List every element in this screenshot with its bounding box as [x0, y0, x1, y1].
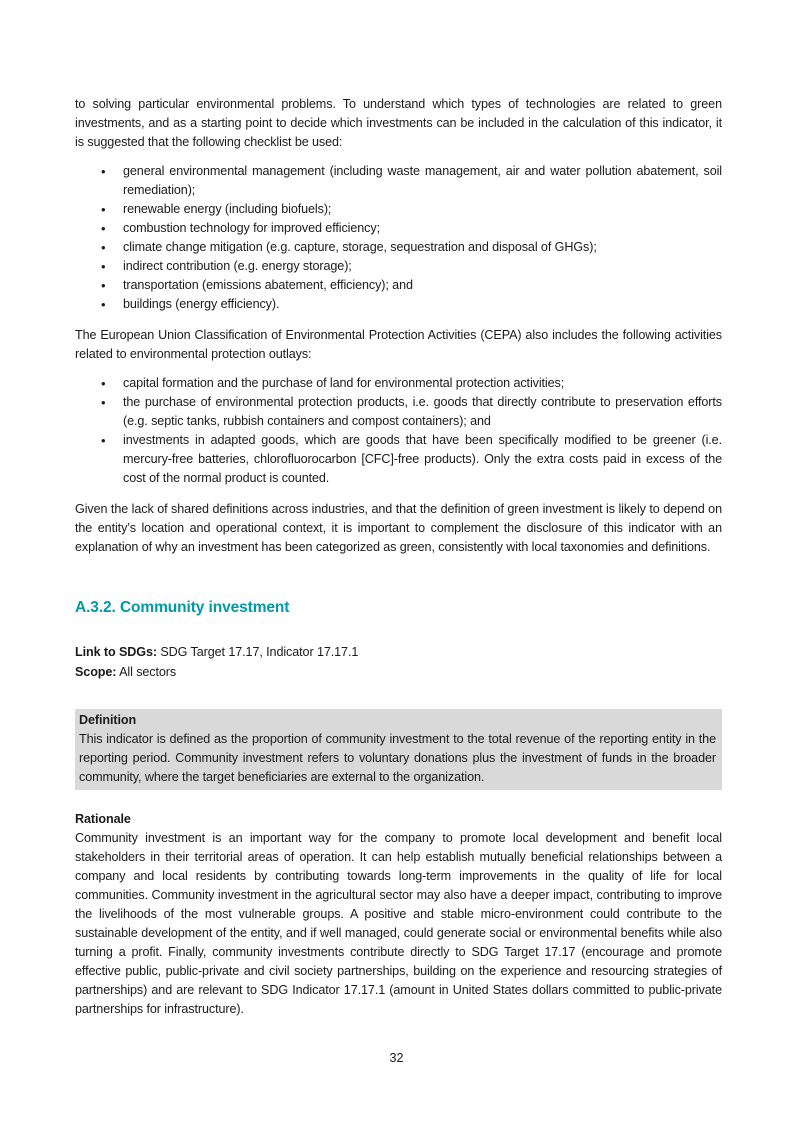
- page-content: [75, 95, 722, 1029]
- bullet-item: • indirect contribution (e.g. energy storage);: [75, 257, 722, 276]
- page-number: 32: [389, 1051, 404, 1065]
- bullet-item: • the purchase of environmental protection products, i.e. goods that directly contribute to preservation efforts (e.g. septic tanks, rubbish containers and compost containers); and: [75, 393, 722, 431]
- bullet-item: • renewable energy (including biofuels);: [75, 200, 722, 219]
- cepa-bullet-list: [75, 374, 722, 488]
- bullet-item: • combustion technology for improved efficiency;: [75, 219, 722, 238]
- definitions-note-paragraph: Given the lack of shared definitions across industries, and that the definition of green investment is likely to depend on the entity’s location and operational context, it is important to complement the disclosure of this indicator with an explanation of why an investment has been categorized as green, consistently with local taxonomies and definitions.: [75, 502, 722, 554]
- link-to-sdgs-line: [75, 642, 722, 662]
- scope-line: [75, 662, 722, 682]
- bullet-item: • capital formation and the purchase of land for environmental protection activities;: [75, 374, 722, 393]
- bullet-item: • investments in adapted goods, which are goods that have been specifically modified to be greener (i.e. mercury-free batteries, chlorofluorocarbon [CFC]-free products). Only the extra costs paid in excess of the cost of the normal product is counted.: [75, 431, 722, 488]
- bullet-item: • climate change mitigation (e.g. capture, storage, sequestration and disposal of GHGs);: [75, 238, 722, 257]
- intro-paragraph: to solving particular environmental problems. To understand which types of technologies are related to green investments, and as a starting point to decide which investments can be included in the calculation of this indicator, it is suggested that the following checklist be used:: [75, 97, 722, 149]
- link-to-sdgs-value: SDG Target 17.17, Indicator 17.17.1: [156, 645, 359, 659]
- definition-text: This indicator is defined as the proportion of community investment to the total revenue of the reporting entity in the reporting period. Community investment refers to voluntary donations plus the investment of funds in the broader community, where the target beneficiaries are external to the organization.: [79, 732, 716, 784]
- rationale-paragraph: Community investment is an important way for the company to promote local development and benefit local stakeholders in their territorial areas of operation. It can help establish mutually beneficial relationships between a company and local residents by contributing towards long-term improvements in the quality of life for local communities. Community investment in the agricultural sector may also have a deeper impact, contributing to improve the livelihoods of the most vulnerable groups. A positive and stable micro-environment could contribute to the sustainable development of the entity, and if well managed, could generate social or environmental benefits while also turning a profit. Finally, community investments contribute directly to SDG Target 17.17 (encourage and promote effective public, public-private and civil society partnerships, building on the experience and resourcing strategies of partnerships) and are relevant to SDG Indicator 17.17.1 (amount in United States dollars committed to public-private partnerships for infrastructure).: [75, 831, 722, 1016]
- definition-box: [75, 709, 722, 790]
- link-to-sdgs-label: Link to SDGs:: [75, 645, 157, 659]
- section-heading: A.3.2. Community investment: [75, 599, 290, 616]
- scope-value: All sectors: [116, 665, 177, 679]
- sdg-meta-block: [75, 642, 722, 682]
- scope-label: Scope:: [75, 665, 117, 679]
- definition-label: Definition: [79, 713, 137, 727]
- cepa-paragraph: The European Union Classification of Environmental Protection Activities (CEPA) also includes the following activities related to environmental protection outlays:: [75, 328, 722, 361]
- bullet-item: • general environmental management (including waste management, air and water pollution abatement, soil remediation);: [75, 162, 722, 200]
- checklist-bullet-list: [75, 162, 722, 314]
- bullet-item: • transportation (emissions abatement, efficiency); and: [75, 276, 722, 295]
- bullet-item: • buildings (energy efficiency).: [75, 295, 722, 314]
- rationale-label: Rationale: [75, 812, 131, 826]
